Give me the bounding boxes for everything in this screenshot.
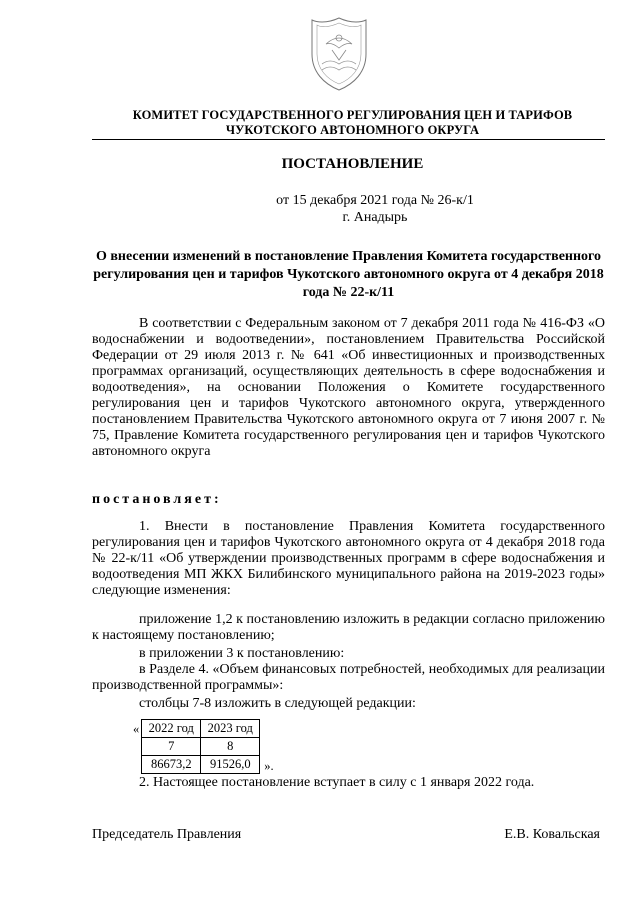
item-1-appendix3-paragraph: в приложении 3 к постановлению: bbox=[139, 646, 345, 661]
signature-role: Председатель Правления bbox=[92, 827, 242, 842]
item-1-section4-paragraph: в Разделе 4. «Объем финансовых потребностей, необходимых для реализации производственной программы»: bbox=[92, 662, 605, 693]
item-1-appendix-paragraph: приложение 1,2 к постановлению изложить в редакции согласно приложению к настоящему постановлению; bbox=[92, 612, 605, 643]
document-city: г. Анадырь bbox=[342, 210, 408, 225]
table-value-cell: 86673,2 bbox=[142, 756, 201, 774]
values-table-block bbox=[133, 719, 274, 774]
document-date-number: от 15 декабря 2021 года № 26-к/1 bbox=[276, 193, 474, 208]
coat-of-arms-emblem bbox=[304, 14, 374, 94]
item-2-paragraph: 2. Настоящее постановление вступает в силу с 1 января 2022 года. bbox=[139, 775, 535, 790]
item-1-paragraph: 1. Внести в постановление Правления Комитета государственного регулирования цен и тарифов Чукотского автономного округа от 4 декабря 2018 года № 22-к/11 «Об утверждении производственных программ в сфере водоснабжения и водоотведения МП ЖКХ Билибинского муниципального района на 2019-2023 годы» следующие изменения: bbox=[92, 519, 605, 598]
table-column-number-cell: 7 bbox=[142, 738, 201, 756]
header-divider bbox=[92, 139, 605, 140]
quote-close: ». bbox=[264, 759, 274, 773]
values-table bbox=[141, 719, 260, 774]
item-1-columns-paragraph: столбцы 7-8 изложить в следующей редакции: bbox=[139, 696, 416, 711]
document-type: ПОСТАНОВЛЕНИЕ bbox=[281, 156, 424, 172]
preamble-paragraph: В соответствии с Федеральным законом от 7 декабря 2011 года № 416-ФЗ «О водоснабжении и водоотведении», постановлением Правительства Российской Федерации от 29 июля 2013 г. № 641 «Об инвестиционных и производственных программах организаций, осуществляющих деятельность в сфере водоснабжения и водоотведения», на основании Положения о Комитете государственного регулирования цен и тарифов Чукотского автономного округа, утвержденного постановлением Правительства Чукотского автономного округа от 7 июня 2007 г. № 75, Правление Комитета государственного регулирования цен и тарифов Чукотского автономного округа bbox=[92, 316, 605, 459]
table-header-cell: 2023 год bbox=[201, 720, 260, 738]
signature-name: Е.В. Ковальская bbox=[504, 827, 600, 842]
committee-line-2: ЧУКОТСКОГО АВТОНОМНОГО ОКРУГА bbox=[225, 123, 480, 137]
table-row bbox=[142, 756, 260, 774]
resolves-heading: постановляет: bbox=[92, 492, 222, 507]
table-row bbox=[142, 720, 260, 738]
quote-open: « bbox=[133, 722, 140, 736]
table-column-number-cell: 8 bbox=[201, 738, 260, 756]
table-row bbox=[142, 738, 260, 756]
committee-name bbox=[100, 108, 605, 138]
table-value-cell: 91526,0 bbox=[201, 756, 260, 774]
document-title: О внесении изменений в постановление Правления Комитета государственного регулирования цен и тарифов Чукотского автономного округа от 4 декабря 2018 года № 22-к/11 bbox=[93, 249, 604, 300]
table-header-cell: 2022 год bbox=[142, 720, 201, 738]
committee-line-1: КОМИТЕТ ГОСУДАРСТВЕННОГО РЕГУЛИРОВАНИЯ ЦЕН И ТАРИФОВ bbox=[132, 108, 573, 122]
